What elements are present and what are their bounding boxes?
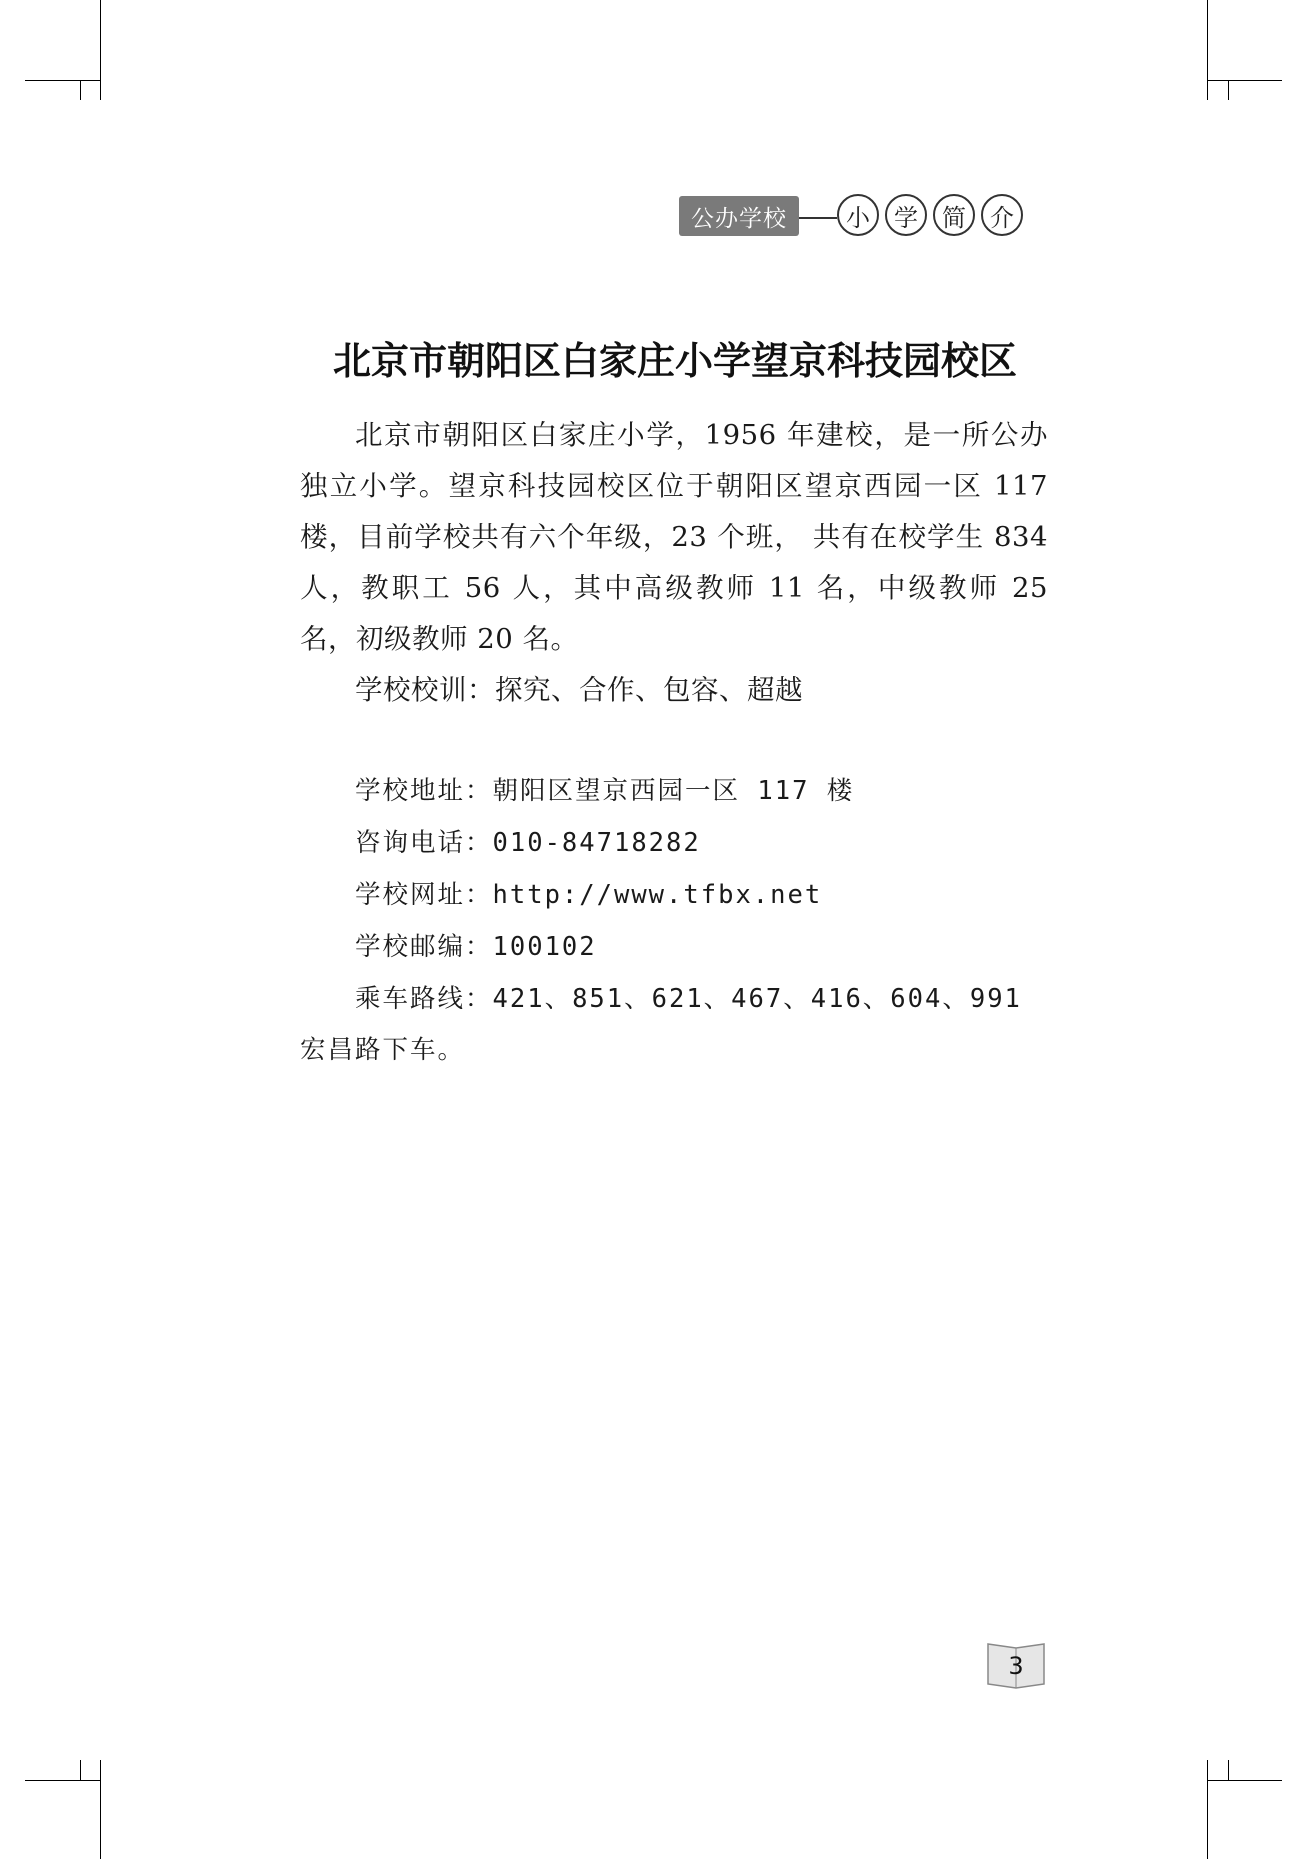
bus-route-value: 421、851、621、467、416、604、991 <box>492 984 1022 1014</box>
crop-mark <box>1207 1780 1282 1781</box>
circle-char: 小 <box>837 194 879 236</box>
crop-mark <box>80 80 81 100</box>
address-value: 朝阳区望京西园一区 117 楼 <box>492 776 855 806</box>
circle-char: 学 <box>885 194 927 236</box>
page-title: 北京市朝阳区白家庄小学望京科技园校区 <box>332 339 1017 383</box>
postcode-row <box>300 921 1048 973</box>
crop-mark <box>1228 80 1229 100</box>
crop-mark <box>100 0 101 100</box>
address-label: 学校地址： <box>355 776 493 806</box>
crop-mark <box>1207 0 1208 100</box>
header-divider <box>799 217 837 219</box>
phone-label: 咨询电话： <box>355 828 493 858</box>
bus-route-label: 乘车路线： <box>355 984 493 1014</box>
postcode-value: 100102 <box>492 932 597 962</box>
page-number-badge <box>986 1640 1046 1690</box>
address-row <box>300 765 1048 817</box>
school-motto: 学校校训：探究、合作、包容、超越 <box>355 674 803 706</box>
section-tag: 公办学校 <box>679 196 799 236</box>
article-body <box>300 410 1048 1076</box>
bus-route-row <box>300 973 1048 1025</box>
crop-mark <box>25 1780 100 1781</box>
circle-char: 简 <box>933 194 975 236</box>
website-value: http://www.tfbx.net <box>492 880 823 910</box>
phone-row <box>300 817 1048 869</box>
crop-mark <box>1207 80 1282 81</box>
circle-char: 介 <box>981 194 1023 236</box>
section-title-circles <box>837 194 1023 238</box>
crop-mark <box>100 1760 101 1859</box>
crop-mark <box>80 1760 81 1780</box>
crop-mark <box>1207 1760 1208 1859</box>
bus-route-continuation: 宏昌路下车。 <box>300 1035 466 1065</box>
crop-mark <box>1228 1760 1229 1780</box>
intro-paragraph: 北京市朝阳区白家庄小学，1956 年建校，是一所公办独立小学。望京科技园校区位于朝阳区望京西园一区 117 楼，目前学校共有六个年级，23 个班， 共有在校学生 834 人，教职工 56 人，其中高级教师 11 名，中级教师 25 名，初级教师 20 名。 <box>300 419 1048 655</box>
crop-mark <box>25 80 100 81</box>
website-row <box>300 869 1048 921</box>
postcode-label: 学校邮编： <box>355 932 493 962</box>
spacer <box>300 716 1048 765</box>
website-label: 学校网址： <box>355 880 493 910</box>
page-number: 3 <box>1008 1652 1024 1680</box>
phone-value: 010-84718282 <box>492 828 701 858</box>
